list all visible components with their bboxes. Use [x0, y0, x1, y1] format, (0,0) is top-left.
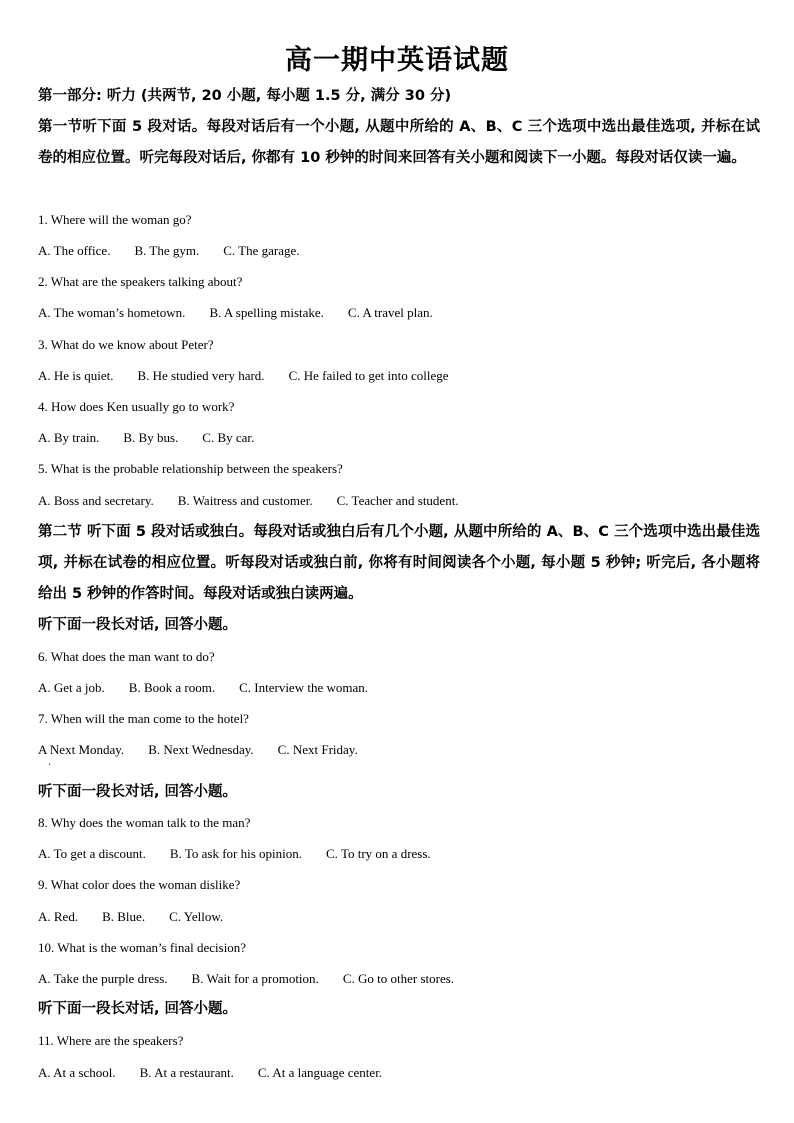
option-b: B. Next Wednesday.: [148, 742, 254, 757]
stray-mark: ·: [48, 760, 52, 771]
question-11: 11. Where are the speakers?: [38, 1033, 184, 1048]
option-a: A. Get a job.: [38, 680, 105, 695]
option-a: A. Take the purple dress.: [38, 971, 168, 986]
option-c: C. Go to other stores.: [342, 971, 455, 986]
question-8: 8. Why does the woman talk to the man?: [38, 815, 251, 830]
question-5: 5. What is the probable relationship between the speakers?: [38, 461, 343, 476]
section2-instruction: 第二节 听下面 5 段对话或独白。每段对话或独白后有几个小题, 从题中所给的 A、B、C 三个选项中选出最佳选项, 并标在试卷的相应位置。听每段对话或独白前, 你将有时间阅读各个小题, 每小题 5 秒钟; 听完后, 各小题将给出 5 秒钟的作答时间。每段对话或独白读两遍。: [38, 524, 760, 602]
page-title: 高一期中英语试题: [285, 45, 509, 76]
option-c: C. The garage.: [223, 243, 300, 258]
question-1-options: [38, 242, 324, 260]
question-10: 10. What is the woman’s final decision?: [38, 940, 247, 955]
option-c: C. Next Friday.: [277, 742, 358, 757]
question-5-options: [38, 492, 483, 510]
question-1: 1. Where will the woman go?: [38, 212, 192, 227]
option-c: C. Teacher and student.: [336, 493, 459, 508]
option-b: B. A spelling mistake.: [209, 305, 324, 320]
question-7: 7. When will the man come to the hotel?: [38, 711, 249, 726]
question-8-options: [38, 845, 455, 863]
option-b: B. Waitress and customer.: [177, 493, 313, 508]
option-c: C. Interview the woman.: [239, 680, 368, 695]
option-b: B. Book a room.: [128, 680, 216, 695]
option-c: C. At a language center.: [257, 1065, 383, 1080]
option-a: A Next Monday.: [38, 742, 125, 757]
question-3: 3. What do we know about Peter?: [38, 337, 214, 352]
question-4: 4. How does Ken usually go to work?: [38, 399, 235, 414]
option-c: C. By car.: [202, 430, 255, 445]
option-c: C. He failed to get into college: [288, 368, 449, 383]
option-b: B. At a restaurant.: [139, 1065, 234, 1080]
question-9: 9. What color does the woman dislike?: [38, 877, 241, 892]
part1-header: 第一部分: 听力 (共两节, 20 小题, 每小题 1.5 分, 满分 30 分): [38, 88, 452, 104]
question-10-options: [38, 970, 478, 988]
question-11-options: [38, 1064, 406, 1082]
option-a: A. By train.: [38, 430, 100, 445]
question-2-options: [38, 304, 457, 322]
sub-header: 听下面一段长对话, 回答小题。: [38, 1001, 238, 1017]
question-2: 2. What are the speakers talking about?: [38, 274, 243, 289]
option-b: B. By bus.: [123, 430, 179, 445]
option-a: A. The office.: [38, 243, 111, 258]
section1-instruction: 第一节听下面 5 段对话。每段对话后有一个小题, 从题中所给的 A、B、C 三个选项中选出最佳选项, 并标在试卷的相应位置。听完每段对话后, 你都有 10 秒钟的时间来回答有关小题和阅读下一小题。每段对话仅读一遍。: [38, 119, 760, 166]
option-a: A. At a school.: [38, 1065, 116, 1080]
option-b: B. Wait for a promotion.: [191, 971, 319, 986]
option-a: A. To get a discount.: [38, 846, 146, 861]
option-a: A. The woman’s hometown.: [38, 305, 186, 320]
option-c: C. A travel plan.: [347, 305, 433, 320]
option-b: B. Blue.: [102, 909, 146, 924]
option-a: A. Red.: [38, 909, 79, 924]
option-a: A. He is quiet.: [38, 368, 114, 383]
question-6-options: [38, 679, 392, 697]
option-c: C. Yellow.: [169, 909, 224, 924]
sub-header: 听下面一段长对话, 回答小题。: [38, 784, 238, 800]
option-b: B. He studied very hard.: [137, 368, 265, 383]
question-6: 6. What does the man want to do?: [38, 649, 215, 664]
option-c: C. To try on a dress.: [326, 846, 431, 861]
option-b: B. The gym.: [134, 243, 200, 258]
option-a: A. Boss and secretary.: [38, 493, 154, 508]
option-b: B. To ask for his opinion.: [169, 846, 303, 861]
question-9-options: [38, 908, 247, 926]
sub-header: 听下面一段长对话, 回答小题。: [38, 617, 238, 633]
question-3-options: [38, 367, 473, 385]
question-7-options: [38, 741, 382, 759]
question-4-options: [38, 429, 278, 447]
